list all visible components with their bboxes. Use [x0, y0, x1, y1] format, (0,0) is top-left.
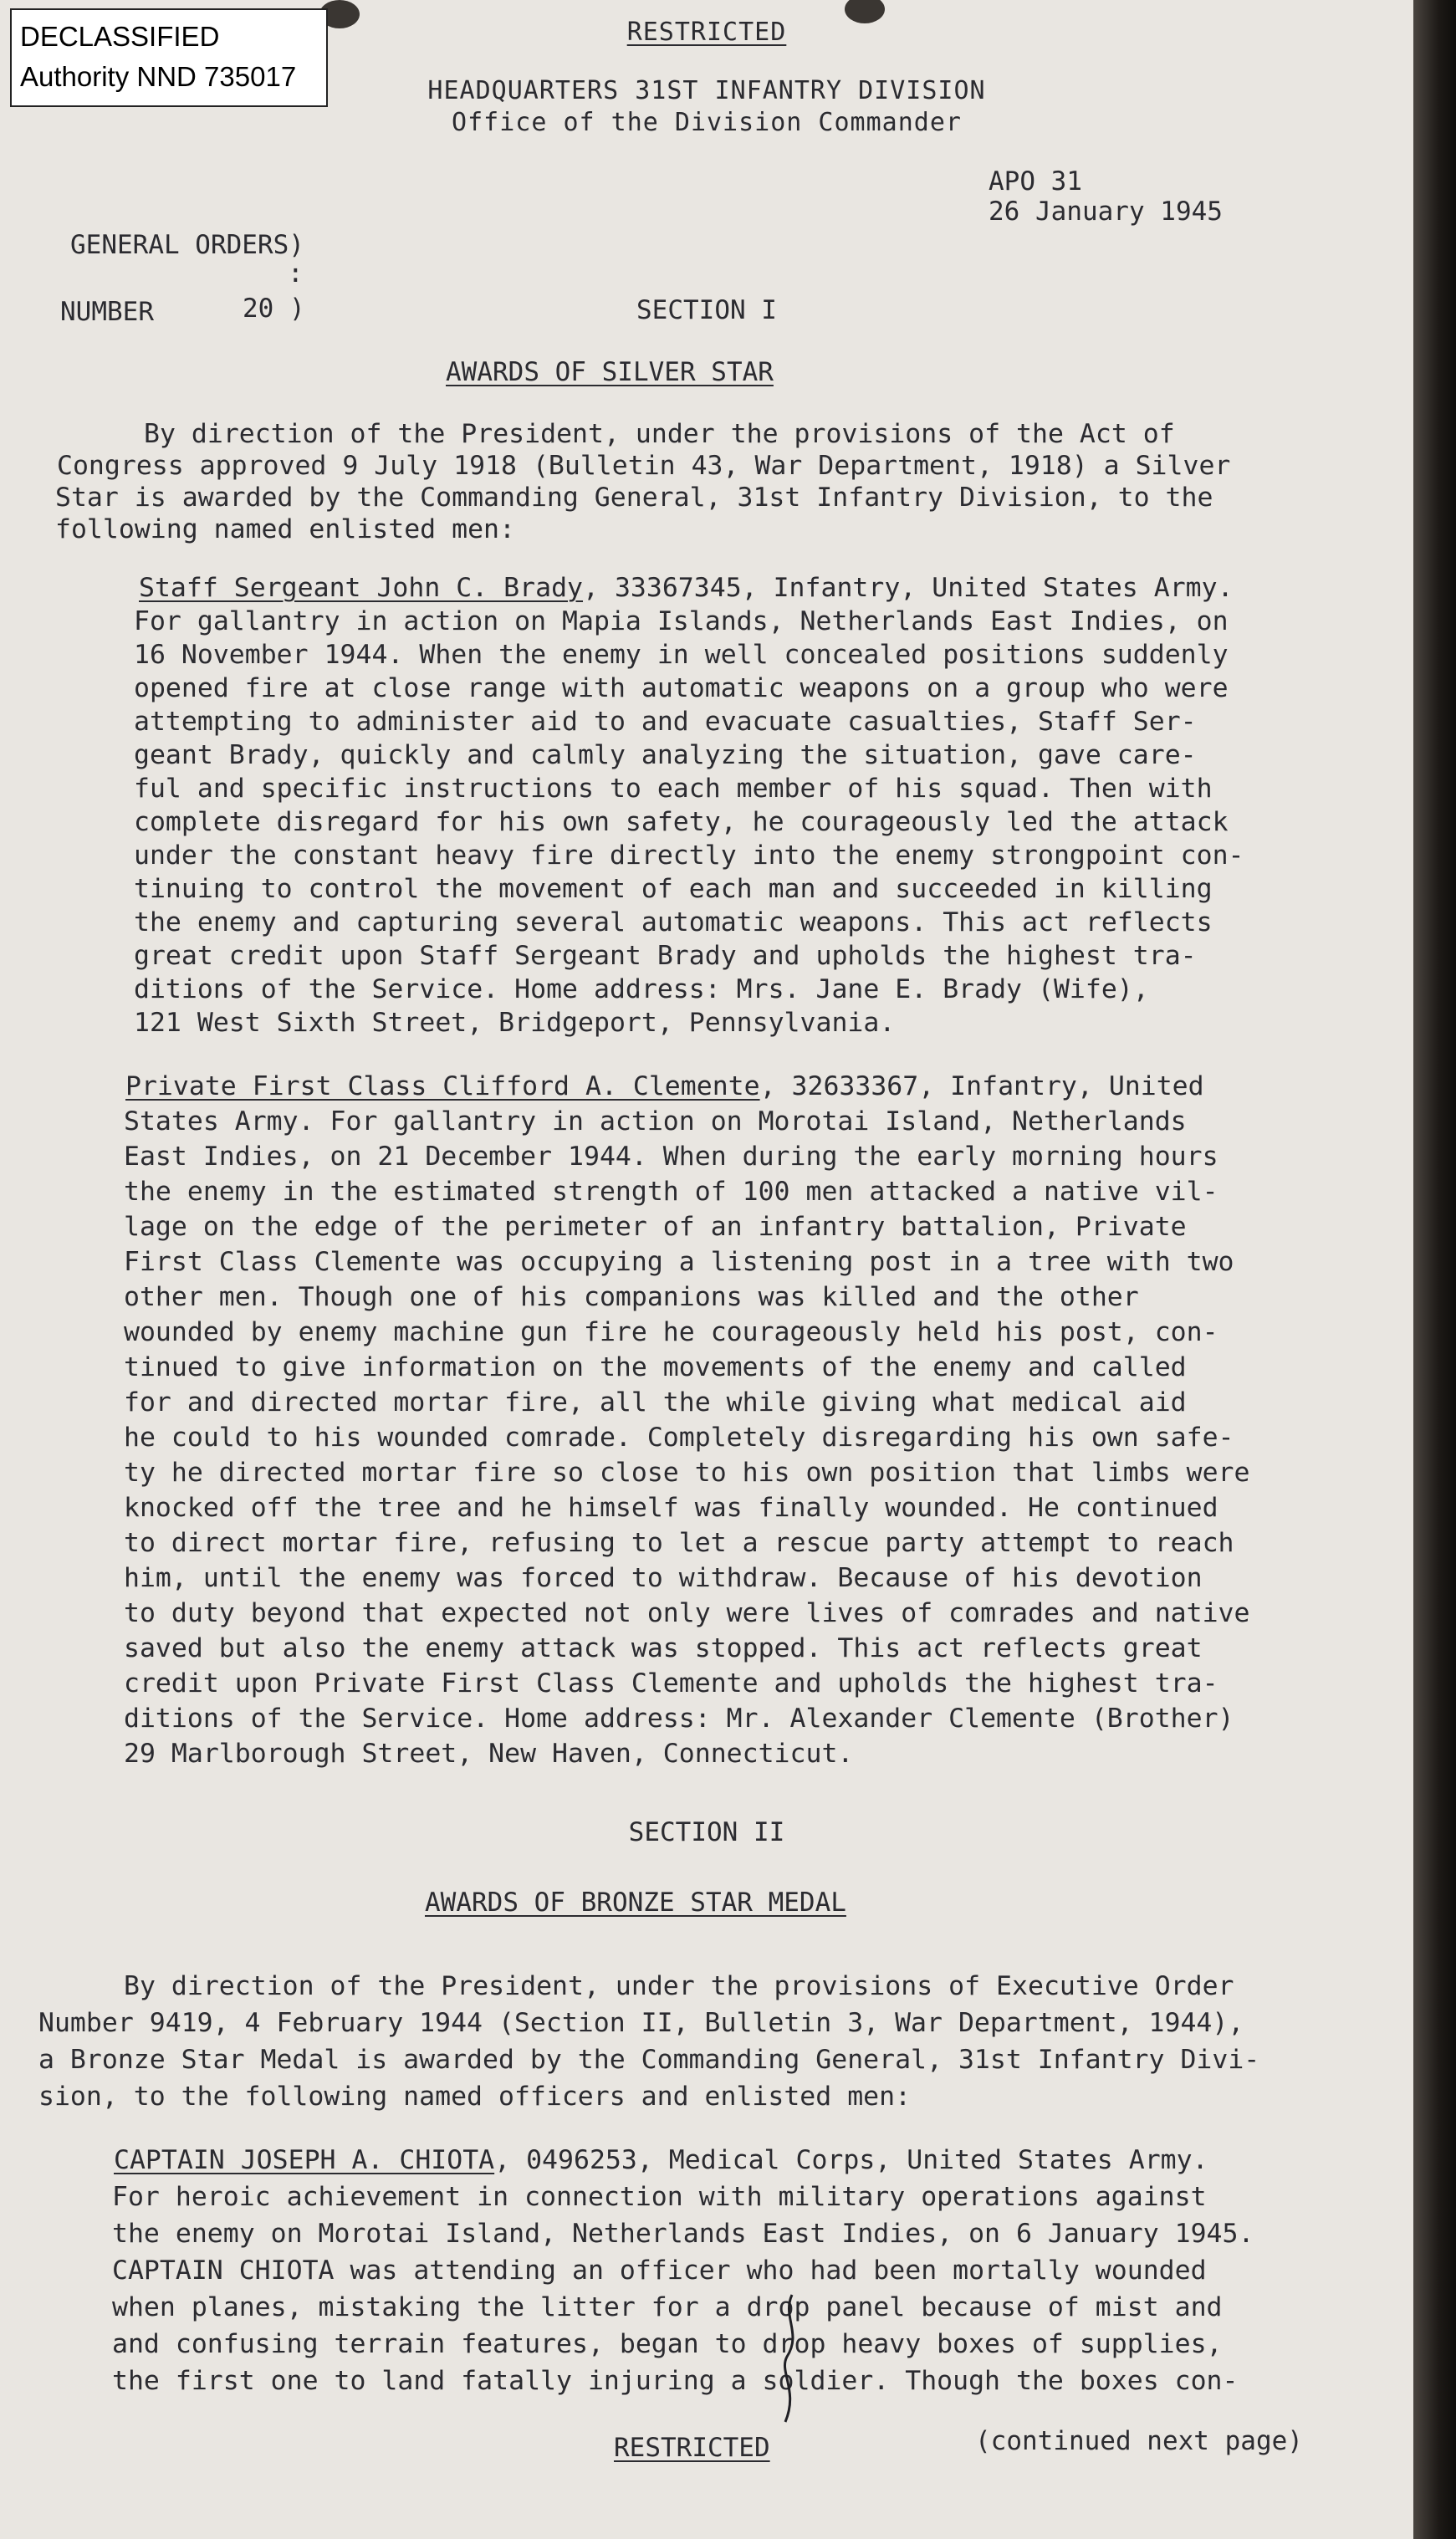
section-1-title: SECTION I [636, 295, 777, 325]
citation-first-line [125, 1070, 1204, 1102]
intro-line: following named enlisted men: [55, 514, 515, 544]
intro-line: By direction of the President, under the provisions of the Act of [144, 419, 1175, 449]
stamp-line-2: Authority NND 735017 [20, 61, 297, 92]
citation-line: great credit upon Staff Sergeant Brady and upholds the highest tra- [134, 941, 1197, 971]
citation-line: First Class Clemente was occupying a listening post in a tree with two [124, 1247, 1234, 1277]
intro-line: By direction of the President, under the provisions of Executive Order [124, 1971, 1234, 2001]
citation-line: ditions of the Service. Home address: Mr. Alexander Clemente (Brother) [124, 1704, 1234, 1734]
awardee-details: , 0496253, Medical Corps, United States Army. [494, 2145, 1208, 2175]
awardee-name: Private First Class Clifford A. Clemente [125, 1071, 760, 1101]
citation-line: CAPTAIN CHIOTA was attending an officer who had been mortally wounded [112, 2255, 1207, 2286]
intro-line: a Bronze Star Medal is awarded by the Commanding General, 31st Infantry Divi- [38, 2045, 1260, 2075]
classification-top: RESTRICTED [626, 18, 787, 47]
citation-line: geant Brady, quickly and calmly analyzing the situation, gave care- [134, 740, 1197, 770]
citation-line: to duty beyond that expected not only were lives of comrades and native [124, 1598, 1250, 1628]
citation-line: tinued to give information on the movements of the enemy and called [124, 1352, 1187, 1382]
citation-line: under the constant heavy fire directly into the enemy strongpoint con- [134, 840, 1244, 871]
citation-line: ditions of the Service. Home address: Mrs. Jane E. Brady (Wife), [134, 974, 1149, 1004]
section-1-heading: AWARDS OF SILVER STAR [446, 357, 774, 387]
continued-note: (continued next page) [975, 2426, 1303, 2456]
intro-line: Star is awarded by the Commanding General, 31st Infantry Division, to the [55, 483, 1213, 513]
citation-line: 16 November 1944. When the enemy in well concealed positions suddenly [134, 640, 1229, 670]
citation-line: other men. Though one of his companions was killed and the other [124, 1282, 1139, 1312]
intro-line: Number 9419, 4 February 1944 (Section II, Bulletin 3, War Department, 1944), [38, 2008, 1244, 2038]
ink-scribble [774, 2291, 807, 2425]
citation-line: 29 Marlborough Street, New Haven, Connecticut. [124, 1739, 854, 1769]
awardee-name: Staff Sergeant John C. Brady [139, 573, 584, 603]
citation-line: the first one to land fatally injuring a soldier. Though the boxes con- [112, 2366, 1239, 2396]
citation-line: saved but also the enemy attack was stopped. This act reflects great [124, 1633, 1203, 1663]
citation-line: him, until the enemy was forced to withdraw. Because of his devotion [124, 1563, 1203, 1593]
office-heading: Office of the Division Commander [452, 108, 962, 137]
citation-line: For heroic achievement in connection with military operations against [112, 2182, 1207, 2212]
citation-line: credit upon Private First Class Clemente and upholds the highest tra- [124, 1668, 1218, 1699]
awardee-details: , 33367345, Infantry, United States Army. [583, 573, 1234, 603]
section-2-heading: AWARDS OF BRONZE STAR MEDAL [425, 1888, 846, 1918]
citation-line: and confusing terrain features, began to drop heavy boxes of supplies, [112, 2329, 1223, 2359]
number-value: 20 ) [243, 294, 305, 324]
unit-heading: HEADQUARTERS 31ST INFANTRY DIVISION [427, 76, 986, 105]
order-date: 26 January 1945 [989, 197, 1223, 227]
general-orders-label: GENERAL ORDERS) [70, 230, 304, 260]
citation-line: tinuing to control the movement of each man and succeeded in killing [134, 874, 1213, 904]
intro-line: sion, to the following named officers and enlisted men: [38, 2082, 912, 2112]
citation-line: to direct mortar fire, refusing to let a rescue party attempt to reach [124, 1528, 1234, 1558]
citation-first-line [139, 572, 1234, 604]
citation-line: East Indies, on 21 December 1944. When during the early morning hours [124, 1142, 1218, 1172]
citation-line: 121 West Sixth Street, Bridgeport, Pennsylvania. [134, 1008, 896, 1038]
awardee-name: CAPTAIN JOSEPH A. CHIOTA [114, 2145, 495, 2175]
awardee-details: , 32633367, Infantry, United [759, 1071, 1204, 1101]
citation-line: for and directed mortar fire, all the while giving what medical aid [124, 1387, 1187, 1418]
intro-line: Congress approved 9 July 1918 (Bulletin 43, War Department, 1918) a Silver [57, 451, 1231, 481]
classification-bottom: RESTRICTED [614, 2433, 770, 2463]
citation-line: the enemy on Morotai Island, Netherlands East Indies, on 6 January 1945. [112, 2219, 1254, 2249]
apo-number: APO 31 [989, 166, 1082, 197]
stamp-line-1: DECLASSIFIED [20, 21, 220, 52]
citation-line: when planes, mistaking the litter for a drop panel because of mist and [112, 2292, 1223, 2322]
page-edge-shadow [1413, 0, 1456, 2539]
number-label: NUMBER [60, 297, 154, 327]
citation-line: States Army. For gallantry in action on Morotai Island, Netherlands [124, 1106, 1187, 1137]
citation-line: ty he directed mortar fire so close to his own position that limbs were [124, 1458, 1250, 1488]
citation-line: he could to his wounded comrade. Completely disregarding his own safe- [124, 1423, 1234, 1453]
citation-line: the enemy in the estimated strength of 100 men attacked a native vil- [124, 1177, 1218, 1207]
citation-line: lage on the edge of the perimeter of an infantry battalion, Private [124, 1212, 1187, 1242]
citation-line: the enemy and capturing several automatic weapons. This act reflects [134, 907, 1213, 937]
citation-line: wounded by enemy machine gun fire he courageously held his post, con- [124, 1317, 1218, 1347]
general-orders-colon: : [288, 258, 304, 289]
citation-first-line [114, 2144, 1208, 2176]
citation-line: For gallantry in action on Mapia Islands, Netherlands East Indies, on [134, 606, 1229, 636]
citation-line: opened fire at close range with automatic weapons on a group who were [134, 673, 1229, 703]
citation-line: ful and specific instructions to each member of his squad. Then with [134, 774, 1213, 804]
citation-line: complete disregard for his own safety, he courageously led the attack [134, 807, 1229, 837]
citation-line: attempting to administer aid to and evacuate casualties, Staff Ser- [134, 707, 1197, 737]
citation-line: knocked off the tree and he himself was finally wounded. He continued [124, 1493, 1218, 1523]
section-2-title: SECTION II [628, 1817, 785, 1847]
